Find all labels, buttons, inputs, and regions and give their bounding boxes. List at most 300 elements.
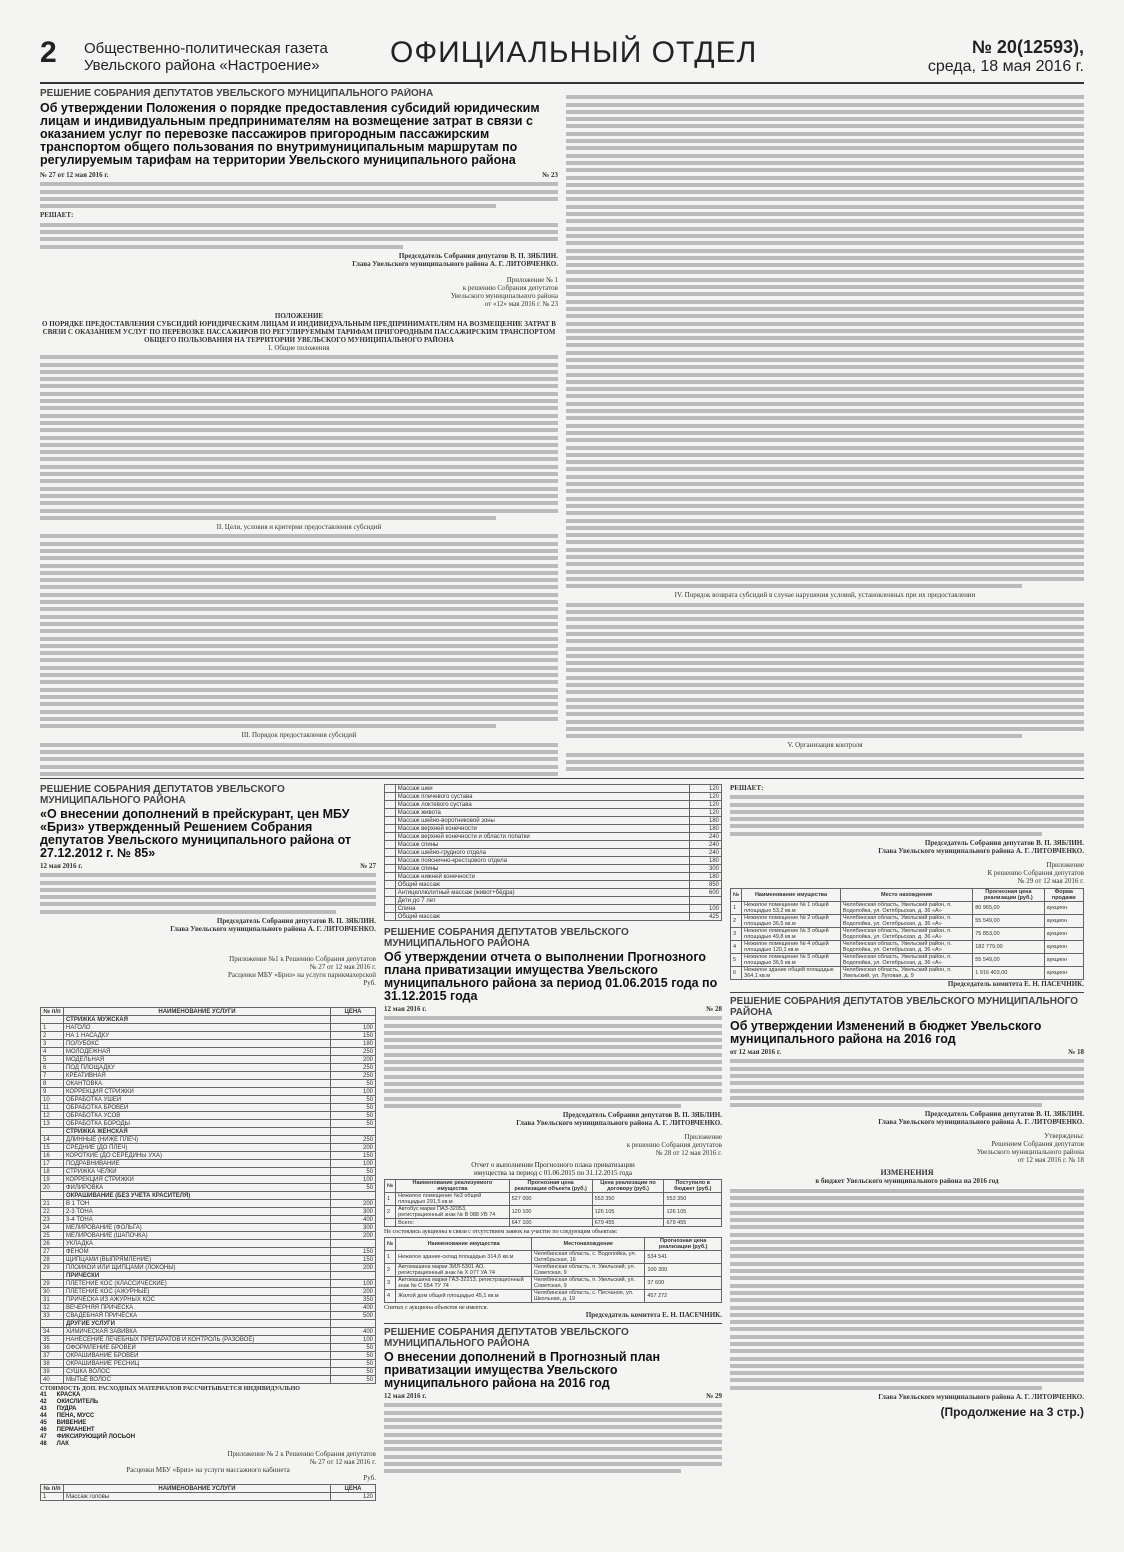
- table-header-cell: НАИМЕНОВАНИЕ УСЛУГИ: [64, 1008, 331, 1016]
- table-cell: МЫТЬЁ ВОЛОС: [64, 1376, 331, 1384]
- table-cell: 100: [331, 1160, 376, 1168]
- table-cell: ПЛЕТЕНИЕ КОС (КЛАССИЧЕСКИЕ): [64, 1280, 331, 1288]
- article-number: № 18: [1068, 1048, 1084, 1057]
- table-cell: 200: [331, 1200, 376, 1208]
- table-cell: 126 105: [664, 1206, 722, 1219]
- report-footnote: Снятых с аукциона объектов не имеется.: [384, 1305, 489, 1312]
- table-cell: ДЛИННЫЕ (НИЖЕ ПЛЕЧ): [64, 1136, 331, 1144]
- table-row: [385, 793, 722, 801]
- table-cell: НАГОЛО: [64, 1024, 331, 1032]
- chapter-2: II. Цели, условия и критерии предоставления субсидий: [216, 523, 382, 532]
- article-privatization-report: [384, 927, 722, 1319]
- table-header-cell: Форма продажи: [1044, 889, 1083, 902]
- signature-head: Глава Увельского муниципального района А. Г. ЛИТОВЧЕНКО.: [878, 1393, 1084, 1402]
- table-row: [731, 967, 1084, 980]
- table-cell: 50: [331, 1096, 376, 1104]
- table-cell: ДРУГИЕ УСЛУГИ: [64, 1320, 331, 1328]
- table-cell: 300: [331, 1224, 376, 1232]
- table-cell: [385, 849, 396, 857]
- table-row: [41, 1024, 376, 1032]
- table-cell: Автомашина марки ГАЗ-32213, регистрационный знак № С 654 ТУ 74: [396, 1277, 532, 1290]
- table-cell: 24: [41, 1224, 64, 1232]
- table-cell: МОДЕЛЬНАЯ: [64, 1056, 331, 1064]
- report-subtitle: имущества за период с 01.06.2015 по 31.12.2015 года: [474, 1169, 632, 1178]
- article-section: РЕШЕНИЕ СОБРАНИЯ ДЕПУТАТОВ УВЕЛЬСКОГО МУНИЦИПАЛЬНОГО РАЙОНА: [40, 88, 434, 99]
- table-header-cell: Наименование имущества: [396, 1238, 532, 1251]
- table-cell: Челябинская область, Увельский район, п. Водопойка, ул. Октябрьская, д. 36 «А»: [840, 941, 972, 954]
- table-row: [41, 1136, 376, 1144]
- article-date: 12 мая 2016 г.: [40, 862, 83, 870]
- table-cell: ПРИЧЕСКИ: [64, 1272, 331, 1280]
- table-cell: 50: [331, 1352, 376, 1360]
- table-cell: 5: [731, 954, 742, 967]
- table-cell: 100: [331, 1280, 376, 1288]
- table-cell: 27: [41, 1248, 64, 1256]
- article-headline: «О внесении дополнений в прейскурант, цен МБУ «Бриз» утвержденный Решением Собрания депутатов Увельского муниципального района от 27.12.2012 г. № 85»: [40, 807, 352, 860]
- material-item: 48 ЛАК: [40, 1441, 69, 1448]
- table-cell: 50: [331, 1080, 376, 1088]
- table-header-cell: Наименование имущества: [742, 889, 841, 902]
- table-cell: 4: [385, 1290, 396, 1303]
- table-header-cell: Наименование реализуемого имущества: [396, 1180, 509, 1193]
- table-row: [41, 1112, 376, 1120]
- materials-list: [40, 1392, 376, 1448]
- table-cell: 200: [331, 1056, 376, 1064]
- table-cell: СВАДЕБНАЯ ПРИЧЁСКА: [64, 1312, 331, 1320]
- table-cell: 9: [41, 1088, 64, 1096]
- table-cell: 1: [41, 1024, 64, 1032]
- table-cell: 6: [41, 1064, 64, 1072]
- table-cell: 50: [331, 1168, 376, 1176]
- table-row: [41, 1272, 376, 1280]
- table-row: [385, 849, 722, 857]
- table-cell: [331, 1192, 376, 1200]
- table-cell: 2: [41, 1032, 64, 1040]
- table-row: [41, 1280, 376, 1288]
- table-cell: Массаж шейно-воротниковой зоны: [395, 817, 689, 825]
- annex-label: Приложение № 1: [506, 275, 558, 284]
- table-cell: 55 549,00: [973, 954, 1044, 967]
- article-subsidies-continued: [566, 92, 1084, 772]
- table-cell: 500: [331, 1312, 376, 1320]
- paper-name-line1: Общественно-политическая газета: [84, 40, 328, 57]
- changes-title: ИЗМЕНЕНИЯ: [880, 1168, 934, 1178]
- issue-info: [928, 38, 1084, 76]
- report-note: Не состоялись аукционы в связи с отсутствием заявок на участие по следующим объектам:: [384, 1229, 618, 1236]
- table-cell: 100: [331, 1088, 376, 1096]
- table-cell: 1: [731, 902, 742, 915]
- table-cell: КОРРЕКЦИЯ СТРИЖКИ: [64, 1176, 331, 1184]
- annex2-note: [40, 1450, 376, 1482]
- material-item: 47 ФИКСИРУЮЩИЙ ЛОСЬОН: [40, 1434, 136, 1441]
- table-cell: 25: [41, 1232, 64, 1240]
- table-cell: Челябинская область, п. Увельский, ул. Советская, 9: [532, 1277, 645, 1290]
- table-cell: НАНЕСЕНИЕ ЛЕЧЕБНЫХ ПРЕПАРАТОВ И КОНТРОЛЬ (РАЗОВОЕ): [64, 1336, 331, 1344]
- table-header-cell: Прогнозная цена реализации (руб.): [973, 889, 1044, 902]
- annex-label: Приложение: [684, 1133, 722, 1142]
- regulation-label: ПОЛОЖЕНИЕ: [274, 311, 324, 320]
- table-row: [731, 902, 1084, 915]
- table-cell: [331, 1128, 376, 1136]
- table-cell: МЕЛИРОВАНИЕ (ФОЛЬГА): [64, 1224, 331, 1232]
- table-cell: 6: [731, 967, 742, 980]
- table-cell: Жилой дом общей площадью 45,1 кв.м: [396, 1290, 532, 1303]
- table-row: [385, 1290, 722, 1303]
- article-body-lines: [384, 1403, 722, 1473]
- table-cell: 5: [41, 1056, 64, 1064]
- table-cell: [385, 905, 396, 913]
- table-cell: [385, 865, 396, 873]
- table-row: [385, 881, 722, 889]
- table-cell: 80 965,00: [973, 902, 1044, 915]
- article-headline: Об утверждении отчета о выполнении Прогнозного плана приватизации имущества Увельского муниципального района за период 01.06.2015 года по 31.12.2015 года: [384, 950, 718, 1003]
- table-row: [41, 1360, 376, 1368]
- table-cell: 1: [41, 1493, 64, 1501]
- table-row: [41, 1288, 376, 1296]
- table-cell: 240: [689, 833, 721, 841]
- table-cell: [331, 1272, 376, 1280]
- table-cell: 11: [41, 1104, 64, 1112]
- continued-note: (Продолжение на 3 стр.): [940, 1405, 1084, 1420]
- table-cell: 1: [385, 1251, 396, 1264]
- table-cell: КРЕАТИВНАЯ: [64, 1072, 331, 1080]
- table-cell: аукцион: [1044, 967, 1083, 980]
- table-cell: 527 000: [509, 1193, 592, 1206]
- material-item: 41 КРАСКА: [40, 1392, 81, 1399]
- table-cell: аукцион: [1044, 915, 1083, 928]
- table-cell: Нежилое помещение № 1 общей площадью 53,2 кв.м: [742, 902, 841, 915]
- article-date: от 12 мая 2016 г.: [730, 1048, 781, 1057]
- table-cell: Челябинская область, Увельский район, п. Водопойка, ул. Октябрьская, д. 36 «А»: [840, 902, 972, 915]
- table-cell: ФЕНОМ: [64, 1248, 331, 1256]
- table-row: [385, 833, 722, 841]
- table-row: [385, 857, 722, 865]
- table-cell: Дети до 7 лет: [395, 897, 689, 905]
- table-row: [731, 915, 1084, 928]
- table-cell: [385, 785, 396, 793]
- table-row: [41, 1296, 376, 1304]
- signature-chair: Председатель Собрания депутатов В. П. ЗЯБЛИН.: [924, 839, 1084, 848]
- article-headline: Об утверждении Положения о порядке предоставления субсидий юридическим лицам и индивидуальным предпринимателям на возмещение затрат в связи с оказанием услуг по перевозке пассажиров пригородным пассажирским транспортом общего пользования по внутримуниципальным маршрутам по регулируемым тарифам на территории Увельского муниципального района: [40, 101, 540, 167]
- table-cell: НА 1 НАСАДКУ: [64, 1032, 331, 1040]
- table-cell: ОКРАШИВАНИЕ (БЕЗ УЧЁТА КРАСИТЕЛЯ): [64, 1192, 331, 1200]
- table-row: [385, 825, 722, 833]
- article-meta: [384, 1392, 722, 1400]
- table-row: [41, 1016, 376, 1024]
- table-cell: 50: [331, 1376, 376, 1384]
- table-cell: ПРИЧЁСКА ИЗ АЖУРНЫХ КОС: [64, 1296, 331, 1304]
- table-cell: В 1 ТОН: [64, 1200, 331, 1208]
- material-item: 44 ПЕНА, МУСС: [40, 1413, 95, 1420]
- massage-price-table: [384, 784, 722, 921]
- table-cell: ПЛЕТЕНИЕ КОС (АЖУРНЫЕ): [64, 1288, 331, 1296]
- table-row: [41, 1080, 376, 1088]
- signature-chair: Председатель Собрания депутатов В. П. ЗЯБЛИН.: [562, 1111, 722, 1120]
- unsold-property-table: [384, 1237, 722, 1303]
- table-cell: 553 350: [664, 1193, 722, 1206]
- table-cell: [385, 873, 396, 881]
- table-cell: 36: [41, 1344, 64, 1352]
- table-row: [385, 801, 722, 809]
- table-row: [731, 941, 1084, 954]
- regulation-title: О ПОРЯДКЕ ПРЕДОСТАВЛЕНИЯ СУБСИДИЙ ЮРИДИЧЕСКИМ ЛИЦАМ И ИНДИВИДУАЛЬНЫМ ПРЕДПРИНИМАТЕЛЯМ НА ВОЗМЕЩЕНИЕ ЗАТРАТ В СВЯЗИ С ОКАЗАНИЕМ УСЛУГ ПО ПЕРЕВОЗКЕ ПАССАЖИРОВ ПО РЕГУЛИРУЕМЫМ ТАРИФАМ ПРИГОРОДНЫМ ПАССАЖИРСКИМ ТРАНСПОРТОМ ОБЩЕГО ПОЛЬЗОВАНИЯ НА ТЕРРИТОРИИ УВЕЛЬСКОГО МУНИЦИПАЛЬНОГО РАЙОНА: [42, 319, 556, 344]
- article-date: № 27 от 12 мая 2016 г.: [40, 171, 109, 179]
- table-cell: Челябинская область, Увельский район, п. Водопойка, ул. Октябрьская, д. 36 «А»: [840, 915, 972, 928]
- table-cell: 300: [331, 1208, 376, 1216]
- table-cell: ПОЛУБОКС: [64, 1040, 331, 1048]
- table-row: [41, 1064, 376, 1072]
- table-cell: Антицеллюлитный массаж (живот+бёдра): [395, 889, 689, 897]
- table-header-cell: Поступило в бюджет (руб.): [664, 1180, 722, 1193]
- annex-note: [384, 1133, 722, 1157]
- table-cell: СТРИЖКА МУЖСКАЯ: [64, 1016, 331, 1024]
- privatization-plan-table: [730, 888, 1084, 980]
- table-cell: 240: [689, 849, 721, 857]
- article-number: № 23: [542, 171, 558, 179]
- table-cell: [385, 857, 396, 865]
- article-section: РЕШЕНИЕ СОБРАНИЯ ДЕПУТАТОВ УВЕЛЬСКОГО МУНИЦИПАЛЬНОГО РАЙОНА: [384, 927, 629, 949]
- table-row: [41, 1232, 376, 1240]
- table-header-cell: №: [731, 889, 742, 902]
- table-cell: Массаж спины: [395, 865, 689, 873]
- table-cell: Массаж плечевого сустава: [395, 793, 689, 801]
- table-row: [385, 785, 722, 793]
- table-cell: 679 455: [592, 1219, 664, 1227]
- regulation-body-5: [566, 603, 1084, 738]
- annex-label: Приложение: [1046, 861, 1084, 870]
- table-cell: Нежилое помещение № 5 общей площадью 36,5 кв.м: [742, 954, 841, 967]
- table-cell: 2-3 ТОНА: [64, 1208, 331, 1216]
- materials-title: СТОИМОСТЬ ДОП. РАСХОДНЫХ МАТЕРИАЛОВ РАССЧИТЫВАЕТСЯ ИНДИВИДУАЛЬНО: [40, 1386, 300, 1393]
- table-header-cell: Прогнозная цена реализации объекта (руб.): [509, 1180, 592, 1193]
- table-cell: [331, 1240, 376, 1248]
- plan-resolution: [730, 784, 1084, 988]
- table-header-cell: ЦЕНА: [331, 1008, 376, 1016]
- table-cell: 1 916 403,00: [973, 967, 1044, 980]
- table-row: [385, 1193, 722, 1206]
- table-header-cell: НАИМЕНОВАНИЕ УСЛУГИ: [64, 1485, 331, 1493]
- table-cell: Нежилое помещение № 3 общей площадью 49,8 кв.м: [742, 928, 841, 941]
- article-briz-prices: [40, 784, 376, 1501]
- article-body-lines: [384, 1016, 722, 1108]
- table-cell: СРЕДНИЕ (ДО ПЛЕЧ): [64, 1144, 331, 1152]
- table-header-cell: № п/п: [41, 1008, 64, 1016]
- table-row: [41, 1200, 376, 1208]
- table-row: [41, 1352, 376, 1360]
- table-cell: Нежилое здание-склад площадью 314,6 кв.м: [396, 1251, 532, 1264]
- article-budget-changes: [730, 996, 1084, 1419]
- table-cell: 250: [331, 1048, 376, 1056]
- table-header-cell: ЦЕНА: [331, 1485, 376, 1493]
- paper-name-line2: Увельского района «Настроение»: [84, 57, 320, 74]
- table-cell: 23: [41, 1216, 64, 1224]
- article-number: № 27: [360, 862, 376, 870]
- table-cell: Общий массаж: [395, 913, 689, 921]
- table-cell: 3: [731, 928, 742, 941]
- table-cell: Автобус марки ПАЗ-32053, регистрационный знак № В 088 УВ 74: [396, 1206, 509, 1219]
- table-cell: 4: [41, 1048, 64, 1056]
- article-headline: Об утверждении Изменений в бюджет Увельского муниципального района на 2016 год: [730, 1019, 1042, 1047]
- privatization-report-table: [384, 1179, 722, 1227]
- table-cell: 37 600: [645, 1277, 722, 1290]
- table-cell: 28: [41, 1256, 64, 1264]
- massage-price-table-head: [40, 1484, 376, 1501]
- changes-subtitle: в бюджет Увельского муниципального района на 2016 год: [815, 1177, 999, 1186]
- table-cell: [385, 809, 396, 817]
- table-cell: 553 350: [592, 1193, 664, 1206]
- chapter-1: I. Общие положения: [268, 343, 330, 352]
- table-cell: ЩИПЦАМИ (ВЫПРЯМЛЕНИЕ): [64, 1256, 331, 1264]
- annex1-label2: № 27 от 12 мая 2016 г.: [309, 963, 376, 972]
- annex1-note: [40, 955, 376, 987]
- table-cell: 18: [41, 1168, 64, 1176]
- table-cell: [385, 889, 396, 897]
- table-row: [41, 1120, 376, 1128]
- table-row: [41, 1104, 376, 1112]
- table-row: [41, 1320, 376, 1328]
- table-cell: 150: [331, 1256, 376, 1264]
- table-cell: 180: [331, 1040, 376, 1048]
- report-title: Отчет о выполнении Прогнозного плана приватизации: [471, 1161, 635, 1170]
- table-cell: 100: [689, 905, 721, 913]
- table-cell: Массаж верхней конечности: [395, 825, 689, 833]
- table-cell: Массаж шейно-грудного отдела: [395, 849, 689, 857]
- paper-name: [84, 40, 384, 74]
- table-cell: Челябинская область, с. Песчаное, ул. Школьная, д. 19: [532, 1290, 645, 1303]
- table-cell: аукцион: [1044, 954, 1083, 967]
- annex-label2: К решению Собрания депутатов: [987, 869, 1084, 878]
- table-row: [41, 1128, 376, 1136]
- table-row: [385, 841, 722, 849]
- table-cell: 29: [41, 1264, 64, 1272]
- table-cell: [385, 841, 396, 849]
- table-cell: Массаж шеи: [395, 785, 689, 793]
- table-row: [41, 1312, 376, 1320]
- table-cell: 8: [41, 1080, 64, 1088]
- table-cell: Массаж локтевого сустава: [395, 801, 689, 809]
- table-cell: 50: [331, 1344, 376, 1352]
- table-row: [731, 928, 1084, 941]
- table-cell: 35: [41, 1336, 64, 1344]
- table-cell: 22: [41, 1208, 64, 1216]
- committee-chair: Председатель комитета Е. Н. ПАСЕЧНИК.: [585, 1311, 722, 1320]
- table-cell: аукцион: [1044, 941, 1083, 954]
- table-cell: 120 100: [509, 1206, 592, 1219]
- table-cell: 4: [731, 941, 742, 954]
- table-cell: 200: [331, 1144, 376, 1152]
- table-cell: 20: [41, 1184, 64, 1192]
- table-cell: 50: [331, 1368, 376, 1376]
- article-body-lines: [40, 873, 376, 913]
- table-cell: ПОД ПЛОЩАДКУ: [64, 1064, 331, 1072]
- table-cell: 30: [41, 1288, 64, 1296]
- table-cell: 300: [689, 865, 721, 873]
- approval-label4: от 12 мая 2016 г. № 18: [1017, 1156, 1084, 1165]
- annex-note: [730, 861, 1084, 885]
- material-item: 43 ПУДРА: [40, 1406, 77, 1413]
- table-cell: 2: [385, 1206, 396, 1219]
- section-divider: [40, 778, 1084, 779]
- chapter-3: III. Порядок предоставления субсидий: [241, 731, 357, 740]
- table-cell: [385, 825, 396, 833]
- table-row: [385, 1206, 722, 1219]
- table-cell: 200: [331, 1232, 376, 1240]
- table-row: [385, 865, 722, 873]
- table-cell: 31: [41, 1296, 64, 1304]
- resolve-label: РЕШАЕТ:: [40, 211, 74, 220]
- table-cell: УКЛАДКА: [64, 1240, 331, 1248]
- table-cell: ОФОРМЛЕНИЕ БРОВЕЙ: [64, 1344, 331, 1352]
- approval-note: [730, 1132, 1084, 1164]
- table-cell: МОЛОДЕЖНАЯ: [64, 1048, 331, 1056]
- table-cell: Массаж головы: [64, 1493, 331, 1501]
- table-cell: 150: [331, 1248, 376, 1256]
- table-cell: ВЕЧЕРНЯЯ ПРИЧЁСКА: [64, 1304, 331, 1312]
- table-cell: 200: [331, 1288, 376, 1296]
- article-meta: [730, 1048, 1084, 1056]
- table-cell: 55 549,00: [973, 915, 1044, 928]
- table-cell: 2: [731, 915, 742, 928]
- table-row: [385, 1251, 722, 1264]
- approval-label2: Решением Собрания депутатов: [991, 1140, 1084, 1149]
- signature-head: Глава Увельского муниципального района А. Г. ЛИТОВЧЕНКО.: [878, 1118, 1084, 1127]
- table-cell: СТРИЖКА ЖЕНСКАЯ: [64, 1128, 331, 1136]
- table-cell: 38: [41, 1360, 64, 1368]
- annex-label3: № 29 от 12 мая 2016 г.: [1017, 877, 1084, 886]
- table-row: [41, 1160, 376, 1168]
- table-row: [385, 1277, 722, 1290]
- table-cell: [41, 1272, 64, 1280]
- table-cell: 240: [689, 841, 721, 849]
- table-cell: ОБРАБОТКА БОРОДЫ: [64, 1120, 331, 1128]
- article-meta: [40, 171, 558, 179]
- table-cell: аукцион: [1044, 928, 1083, 941]
- table-cell: [689, 897, 721, 905]
- regulation-body-3: [40, 743, 558, 776]
- issue-date: среда, 18 мая 2016 г.: [927, 58, 1084, 75]
- table-cell: 26: [41, 1240, 64, 1248]
- table-row: [41, 1072, 376, 1080]
- table-header-cell: №: [385, 1180, 396, 1193]
- regulation-body-6: [566, 753, 1084, 772]
- table-cell: [385, 897, 396, 905]
- signature-head: Глава Увельского муниципального района А. Г. ЛИТОВЧЕНКО.: [878, 847, 1084, 856]
- regulation-body-4: [566, 95, 1084, 588]
- table-cell: [41, 1016, 64, 1024]
- table-cell: Челябинская область, Увельский район, п. Водопойка, ул. Октябрьская, д. 36 «А»: [840, 954, 972, 967]
- table-cell: Нежилое помещение № 2 общей площадью 36,5 кв.м: [742, 915, 841, 928]
- annex2-label3: Расценки МБУ «Бриз» на услуги массажного кабинета: [126, 1466, 290, 1475]
- annex1-label3: Расценки МБУ «Бриз» на услуги парикмахерской: [228, 971, 376, 980]
- table-cell: 120: [689, 793, 721, 801]
- table-row: [385, 897, 722, 905]
- issue-number: № 20(12593),: [971, 37, 1084, 57]
- table-cell: [385, 913, 396, 921]
- table-cell: 120: [689, 801, 721, 809]
- table-cell: 50: [331, 1184, 376, 1192]
- table-cell: КОРОТКИЕ (ДО СЕРЕДИНЫ УХА): [64, 1152, 331, 1160]
- annex-label2: к решению Собрания депутатов: [626, 1141, 722, 1150]
- table-cell: 350: [331, 1296, 376, 1304]
- material-item: 46 ПЕРМАНЕНТ: [40, 1427, 95, 1434]
- annex2-unit: Руб.: [363, 1474, 376, 1483]
- table-cell: Массаж спины: [395, 841, 689, 849]
- changes-body-lines: [730, 1189, 1084, 1390]
- table-cell: 32: [41, 1304, 64, 1312]
- table-cell: 50: [331, 1360, 376, 1368]
- table-cell: 120: [689, 809, 721, 817]
- table-cell: 34: [41, 1328, 64, 1336]
